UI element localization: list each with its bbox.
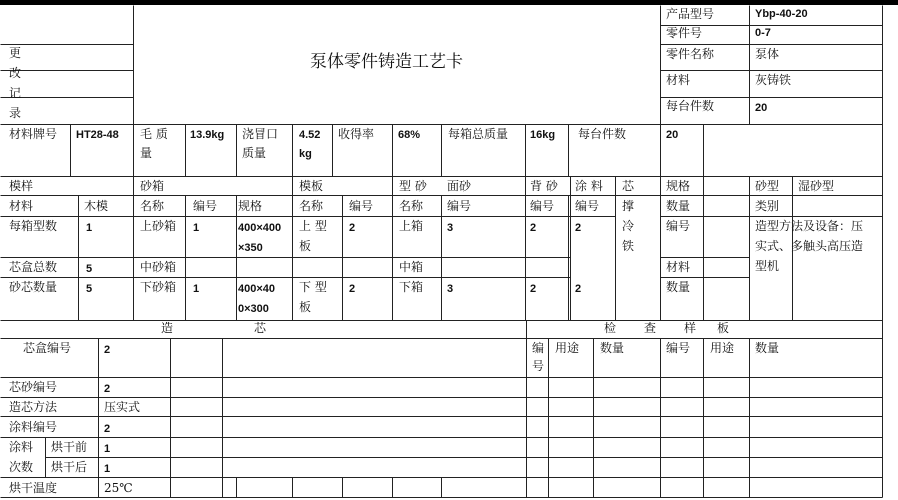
spec-header: 数量 xyxy=(666,199,691,213)
yield-value: 68% xyxy=(398,129,421,141)
change-record-char: 改 xyxy=(9,66,22,80)
row-value: 1 xyxy=(86,222,93,234)
sand-type-value: 湿砂型 xyxy=(798,179,835,193)
chill-material-label: 材料 xyxy=(666,260,691,274)
chill-label: 冷 xyxy=(622,219,635,233)
coat-times-label: 涂料 xyxy=(9,440,34,454)
template-name: 板 xyxy=(299,239,312,253)
riser-weight-label: 质量 xyxy=(242,146,267,160)
facing-sand-header: 面砂 xyxy=(447,179,472,193)
check-no-header: 编 xyxy=(532,341,545,355)
flask-size: 400×400 xyxy=(238,222,282,234)
check-qty-header: 数量 xyxy=(600,341,625,355)
check-no2-header: 编号 xyxy=(666,341,691,355)
check-template-title: 查 xyxy=(644,321,657,335)
core-sand-no-label: 芯砂编号 xyxy=(9,380,58,394)
dry-temp-label: 烘干温度 xyxy=(9,481,58,495)
per-unit-value: 20 xyxy=(755,102,768,114)
change-record-char: 记 xyxy=(9,86,22,100)
box-total-weight-label: 每箱总质量 xyxy=(448,127,509,141)
product-model-label: 产品型号 xyxy=(666,7,715,21)
mold-pattern-header: 模样 xyxy=(9,179,34,193)
change-record-char: 录 xyxy=(9,106,22,120)
riser-weight-label: 浇冒口 xyxy=(242,127,279,141)
check-template-title: 板 xyxy=(717,321,730,335)
row-value: 5 xyxy=(86,283,93,295)
gross-weight-label: 毛 质 xyxy=(140,127,168,141)
core-box-no-label: 芯盒编号 xyxy=(23,341,72,355)
flask-name-header: 名称 xyxy=(140,199,165,213)
check-use-header: 用途 xyxy=(555,341,580,355)
template-header: 模板 xyxy=(299,179,324,193)
mold-sand-name: 上箱 xyxy=(399,219,424,233)
flask-name: 中砂箱 xyxy=(140,260,177,274)
sand-type-label: 砂型 xyxy=(755,179,780,193)
wood-pattern-header: 木模 xyxy=(84,199,109,213)
material-col-header: 材料 xyxy=(9,199,34,213)
part-no-value: 0-7 xyxy=(755,27,771,39)
check-template-title: 样 xyxy=(684,321,697,335)
coating-no: 2 xyxy=(575,283,582,295)
gross-weight-value: 13.9kg xyxy=(190,129,225,141)
per-unit-label: 每台件数 xyxy=(666,99,715,113)
template-name: 下 型 xyxy=(299,280,327,294)
material-grade-label: 材料牌号 xyxy=(9,127,58,141)
molding-method: 造型方法及设备：压 xyxy=(755,219,864,233)
riser-weight-value: 4.52 xyxy=(299,129,321,141)
coat-times-label: 次数 xyxy=(9,460,34,474)
core-method-value: 压实式 xyxy=(104,400,141,414)
chill-quantity-label: 数量 xyxy=(666,280,691,294)
mold-sand-header: 型 砂 xyxy=(399,179,427,193)
per-unit-count-value: 20 xyxy=(666,129,679,141)
material-value: 灰铸铁 xyxy=(755,73,792,87)
before-dry-label: 烘干前 xyxy=(51,440,88,454)
core-coating-no-value: 2 xyxy=(104,423,111,435)
coating-header: 涂 料 xyxy=(575,179,603,193)
chaplet-header: 芯 xyxy=(622,179,635,193)
check-qty2-header: 数量 xyxy=(755,341,780,355)
row-label: 每箱型数 xyxy=(9,219,58,233)
product-model-value: Ybp-40-20 xyxy=(755,8,808,20)
page-title: 泵体零件铸造工艺卡 xyxy=(310,52,463,72)
per-unit-count-label: 每台件数 xyxy=(578,127,627,141)
change-record-char: 更 xyxy=(9,46,22,60)
template-number: 2 xyxy=(349,283,356,295)
sand-type-label: 类别 xyxy=(755,199,780,213)
chill-number-label: 编号 xyxy=(666,219,691,233)
row-label: 砂芯数量 xyxy=(9,280,58,294)
flask-name: 上砂箱 xyxy=(140,219,177,233)
row-label: 芯盒总数 xyxy=(9,260,58,274)
facing-sand-no: 3 xyxy=(447,222,454,234)
material-label: 材料 xyxy=(666,73,691,87)
flask-size: ×350 xyxy=(238,242,263,254)
part-name-value: 泵体 xyxy=(755,47,780,61)
flask-number: 1 xyxy=(193,283,200,295)
core-sand-no-value: 2 xyxy=(104,383,111,395)
template-name: 板 xyxy=(299,300,312,314)
chaplet-header: 撑 xyxy=(622,199,635,213)
mold-sand-header: 名称 xyxy=(399,199,424,213)
mold-sand-name: 下箱 xyxy=(399,280,424,294)
molding-method: 型机 xyxy=(755,259,780,273)
backing-sand-no: 2 xyxy=(530,283,537,295)
flask-number-header: 编号 xyxy=(193,199,218,213)
dry-temp-value: 25℃ xyxy=(104,481,133,495)
core-coating-no-label: 涂料编号 xyxy=(9,420,58,434)
flask-size: 0×300 xyxy=(238,303,269,315)
facing-sand-header: 编号 xyxy=(447,199,472,213)
flask-header: 砂箱 xyxy=(140,179,165,193)
spec-header: 规格 xyxy=(666,179,691,193)
flask-number: 1 xyxy=(193,222,200,234)
box-total-weight-value: 16kg xyxy=(530,129,556,141)
check-use2-header: 用途 xyxy=(710,341,735,355)
mold-sand-name: 中箱 xyxy=(399,260,424,274)
molding-method: 实式、多触头高压造 xyxy=(755,239,864,253)
row-value: 5 xyxy=(86,263,93,275)
part-name-label: 零件名称 xyxy=(666,47,715,61)
part-no-label: 零件号 xyxy=(666,26,703,40)
check-template-title: 检 xyxy=(604,321,617,335)
material-grade-value: HT28-48 xyxy=(76,129,119,141)
core-method-label: 造芯方法 xyxy=(9,400,58,414)
backing-sand-header: 编号 xyxy=(530,199,555,213)
coating-no: 2 xyxy=(575,222,582,234)
check-no-header: 号 xyxy=(532,359,545,373)
template-name: 上 型 xyxy=(299,219,327,233)
riser-weight-value: kg xyxy=(299,148,312,160)
flask-spec-header: 规格 xyxy=(238,199,263,213)
before-dry-value: 1 xyxy=(104,443,111,455)
backing-sand-no: 2 xyxy=(530,222,537,234)
after-dry-value: 1 xyxy=(104,463,111,475)
chill-label: 铁 xyxy=(622,239,635,253)
template-number-header: 编号 xyxy=(349,199,374,213)
template-name-header: 名称 xyxy=(299,199,324,213)
yield-label: 收得率 xyxy=(338,127,375,141)
template-number: 2 xyxy=(349,222,356,234)
backing-sand-header: 背 砂 xyxy=(530,179,558,193)
core-section-title: 芯 xyxy=(254,321,267,335)
coating-header: 编号 xyxy=(575,199,600,213)
flask-size: 400×40 xyxy=(238,283,276,295)
after-dry-label: 烘干后 xyxy=(51,460,88,474)
core-box-no-value: 2 xyxy=(104,344,111,356)
facing-sand-no: 3 xyxy=(447,283,454,295)
flask-name: 下砂箱 xyxy=(140,280,177,294)
core-section-title: 造 xyxy=(161,321,174,335)
gross-weight-label: 量 xyxy=(140,146,153,160)
